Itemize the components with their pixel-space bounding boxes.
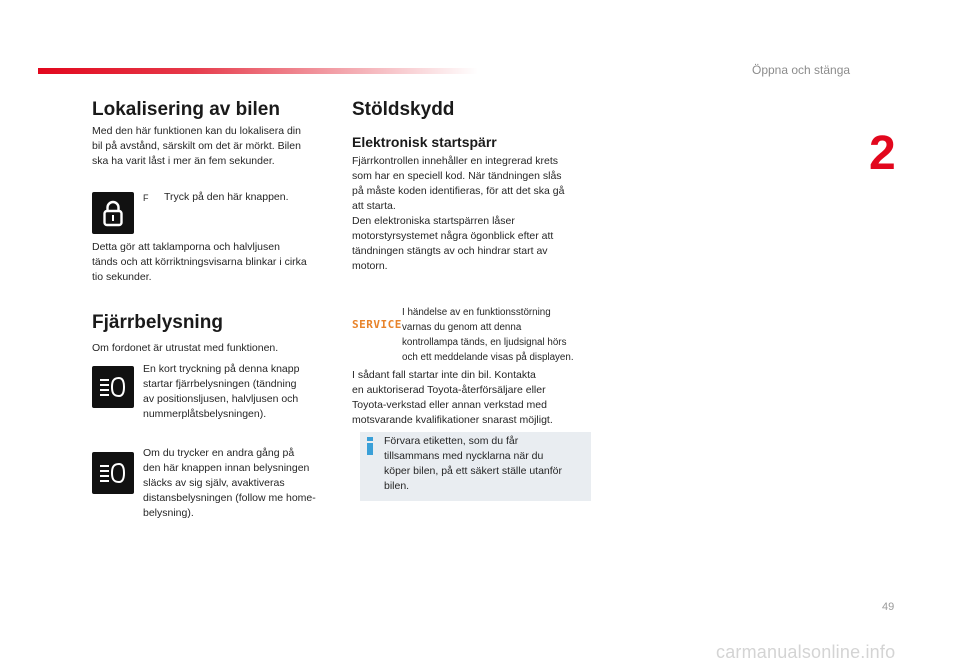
- subsection-title-startsparr: Elektronisk startspärr: [352, 134, 497, 150]
- chapter-number: 2: [869, 127, 896, 180]
- watermark: carmanualsonline.info: [716, 642, 896, 662]
- info-note-text: Förvara etiketten, som du får tillsammans med nycklarna när du köper bilen, på ett säkert ställe utanför bilen.: [384, 435, 563, 492]
- lokalisering-intro: Med den här funktionen kan du lokalisera din bil på avstånd, särskilt om det är mörkt. Bilen ska ha varit låst i mer än fem sekunder.: [92, 125, 301, 167]
- section-title-fjarrbelysning: Fjärrbelysning: [92, 312, 223, 333]
- chapter-color-bar: [38, 68, 478, 74]
- lokalisering-instruction: Tryck på den här knappen.: [164, 191, 289, 203]
- lokalisering-result: Detta gör att taklamporna och halvljusen tänds och att körriktningsvisarna blinkar i cirka tio sekunder.: [92, 241, 307, 283]
- page-number: 49: [882, 601, 895, 613]
- lock-icon: [92, 192, 134, 234]
- headlight-button-icon-box-2: [92, 452, 134, 494]
- fjarrbelysning-text-2: Om du trycker en andra gång på den här knappen innan belysningen släcks av sig själv, avaktiveras distansbelysningen (follow me home- belysning).: [143, 447, 316, 519]
- headlight-icon: [92, 366, 134, 408]
- fjarrbelysning-intro: Om fordonet är utrustat med funktionen.: [92, 342, 279, 354]
- chapter-title: Öppna och stänga: [752, 63, 851, 77]
- bullet-marker: F: [143, 193, 149, 203]
- service-warning-text: I händelse av en funktionsstörning varnas du genom att denna kontrollampa tänds, en ljudsignal hörs och ett meddelande visas på displayen.: [402, 307, 574, 363]
- startsparr-followup: I sådant fall startar inte din bil. Kontakta en auktoriserad Toyota-återförsäljare eller Toyota-verkstad eller annan verkstad med motsvarande kvalifikationer snarast möjligt.: [352, 369, 553, 426]
- headlight-button-icon-box-1: [92, 366, 134, 408]
- info-icon: [363, 436, 377, 456]
- startsparr-text: Fjärrkontrollen innehåller en integrerad krets som har en speciell kod. När tändningen slås på måste koden identifieras, för att det ska gå att starta. Den elektroniska startspärren låser motorstyrsystemet några ögonblick efter att tändningen stängts av och hindrar start av motorn.: [352, 155, 565, 272]
- section-title-stoldskydd: Stöldskydd: [352, 99, 455, 120]
- section-title-lokalisering: Lokalisering av bilen: [92, 99, 280, 120]
- headlight-icon: [92, 452, 134, 494]
- service-warning-icon: SERVICE: [352, 318, 402, 331]
- fjarrbelysning-text-1: En kort tryckning på denna knapp startar fjärrbelysningen (tändning av positionsljusen, halvljusen och nummerplåtsbelysningen).: [143, 363, 300, 420]
- lock-button-icon-box: [92, 192, 134, 234]
